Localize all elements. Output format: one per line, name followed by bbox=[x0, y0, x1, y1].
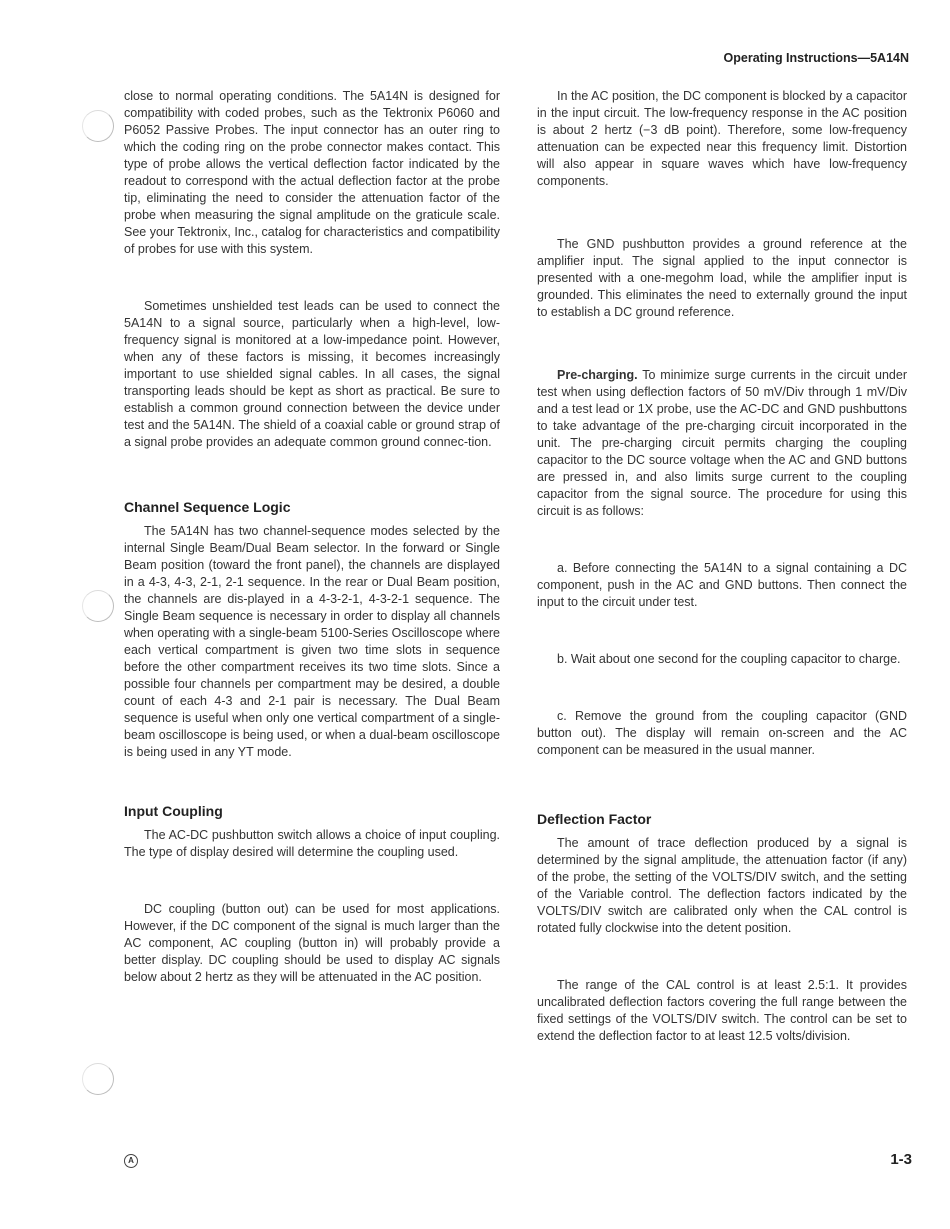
right-column bbox=[537, 88, 907, 1045]
paragraph-deflection-amount: The amount of trace deflection produced by a signal is determined by the signal amplitude, the attenuation factor (if any) of the probe, the setting of the VOLTS/DIV switch, and the setting of the Variable control. The deflection factors indicated by the VOLTS/DIV switch are calibrated only when the CAL control is rotated fully clockwise into the detent position. bbox=[537, 836, 907, 935]
pre-charging-text: To minimize surge currents in the circuit under test when using deflection factors of 50 mV/Div through 1 mV/Div and a test lead or 1X probe, use the AC-DC and GND pushbuttons to take advantage of the pre-charging circuit incorporated in the unit. The pre-charging circuit permits charging the coupling capacitor to the DC source voltage when the AC and GND buttons are pressed in, and also limits surge current to the coupling capacitor from the signal source. The procedure for using this circuit is as follows: bbox=[537, 368, 907, 518]
paragraph-test-leads: Sometimes unshielded test leads can be used to connect the 5A14N to a signal source, particularly when a high-level, low-frequency signal is monitored at a low-impedance point. However, when any of these factors is missing, it becomes increasingly important to use shielded signal cables. In all cases, the signal transporting leads should be kept as short as practical. Be sure to establish a common ground connection between the device under test and the 5A14N. The shield of a coaxial cable or ground strap of a signal probe provides an adequate common ground connec-tion. bbox=[124, 299, 500, 449]
paragraph-cal-control: The range of the CAL control is at least 2.5:1. It provides uncalibrated deflection factors covering the full range between the fixed settings of the VOLTS/DIV switch. The control can be set to extend the deflection factor to at least 12.5 volts/division. bbox=[537, 978, 907, 1043]
step-b: b. Wait about one second for the coupling capacitor to charge. bbox=[557, 652, 901, 666]
binder-hole-middle bbox=[82, 590, 114, 622]
paragraph-pre-charging bbox=[537, 367, 907, 520]
left-column bbox=[124, 88, 500, 986]
step-c: c. Remove the ground from the coupling capacitor (GND button out). The display will remain on-screen and the AC component can be measured in the usual manner. bbox=[537, 709, 907, 757]
pre-charging-lead: Pre-charging. bbox=[557, 368, 638, 382]
heading-input-coupling: Input Coupling bbox=[124, 803, 223, 819]
paragraph-probe-compatibility: close to normal operating conditions. The 5A14N is designed for compatibility with coded probes, such as the Tektronix P6060 and P6052 Passive Probes. The input connector has an outer ring to which the coding ring on the probe connector makes contact. This type of probe allows the vertical deflection factor indicated by the readout to correspond with the actual deflection factor at the probe tip, eliminating the need to consider the attenuation factor of the probe when measuring the signal amplitude on the graticule scale. See your Tektronix, Inc., catalog for characteristics and compatibility of probes for use with this system. bbox=[124, 89, 500, 256]
binder-hole-bottom bbox=[82, 1063, 114, 1095]
binder-hole-top bbox=[82, 110, 114, 142]
heading-channel-sequence-logic: Channel Sequence Logic bbox=[124, 499, 291, 515]
step-a: a. Before connecting the 5A14N to a signal containing a DC component, push in the AC and GND buttons. Then connect the input to the circuit under test. bbox=[537, 561, 907, 609]
running-head: Operating Instructions—5A14N bbox=[723, 51, 909, 65]
paragraph-dc-coupling: DC coupling (button out) can be used for most applications. However, if the DC component of the signal is much larger than the AC component, AC coupling (button in) will probably provide a better display. DC coupling should be used to display AC signals below about 2 hertz as they will be attenuated in the AC position. bbox=[124, 902, 500, 984]
revision-mark: A bbox=[124, 1154, 138, 1168]
heading-deflection-factor: Deflection Factor bbox=[537, 811, 652, 827]
paragraph-ac-position: In the AC position, the DC component is blocked by a capacitor in the input circuit. The low-frequency response in the AC position is about 2 hertz (−3 dB point). Therefore, some low-frequency attenuation can be expected near this frequency limit. Distortion will also appear in square waves which have low-frequency components. bbox=[537, 89, 907, 188]
page-number: 1-3 bbox=[890, 1151, 912, 1168]
paragraph-channel-sequence: The 5A14N has two channel-sequence modes selected by the internal Single Beam/Dual Beam selector. In the forward or Single Beam position (toward the front panel), the channels are displayed in a 4-3, 4-3, 2-1, 2-1 sequence. In the rear or Dual Beam position, the channels are dis-played in a 4-3-2-1, 4-3-2-1 sequence. The Single Beam sequence is necessary in order to display all channels when operating with a single-beam 5100-Series Oscilloscope where each vertical compartment is given two time slots in sequence before the other compartment receives its two time slots. Since a possible four channels per compartment may be desired, a double count of each 4-3 and 2-1 pair is necessary. The Dual Beam sequence is useful when only one vertical compartment of a single-beam oscilloscope is being used, or when a dual-beam oscilloscope is being used in any YT mode. bbox=[124, 524, 500, 759]
paragraph-gnd-pushbutton: The GND pushbutton provides a ground reference at the amplifier input. The signal applied to the input connector is presented with a one-megohm load, while the amplifier input is grounded. This eliminates the need to externally ground the input to establish a DC ground reference. bbox=[537, 237, 907, 319]
paragraph-ac-dc-switch: The AC-DC pushbutton switch allows a choice of input coupling. The type of display desired will determine the coupling used. bbox=[124, 828, 500, 859]
